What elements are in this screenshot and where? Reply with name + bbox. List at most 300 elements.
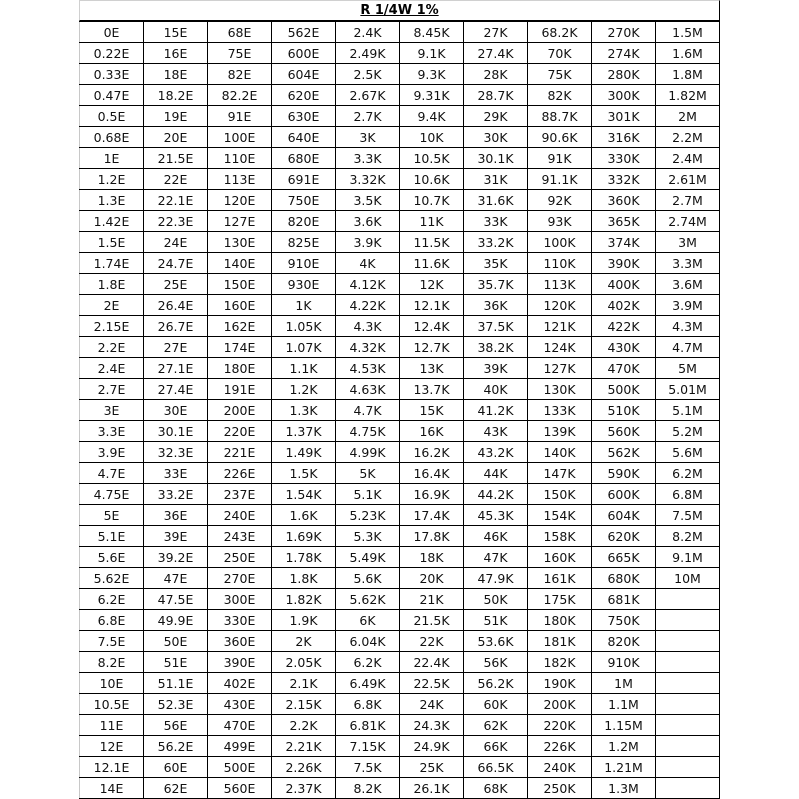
- resistor-value-cell: 240E: [208, 505, 272, 526]
- resistor-value-cell: 5.2M: [656, 421, 720, 442]
- resistor-value-cell: 4K: [336, 253, 400, 274]
- resistor-value-cell: 4.7E: [80, 463, 144, 484]
- resistor-value-cell: [656, 652, 720, 673]
- resistor-value-cell: 1.07K: [272, 337, 336, 358]
- resistor-value-cell: 1M: [592, 673, 656, 694]
- resistor-value-cell: 182K: [528, 652, 592, 673]
- resistor-value-cell: 16.9K: [400, 484, 464, 505]
- resistor-value-cell: 110E: [208, 148, 272, 169]
- resistor-value-cell: 1.1K: [272, 358, 336, 379]
- resistor-value-cell: 66.5K: [464, 757, 528, 778]
- resistor-value-cell: 56.2E: [144, 736, 208, 757]
- resistor-value-cell: 430K: [592, 337, 656, 358]
- resistor-value-cell: 6.2K: [336, 652, 400, 673]
- resistor-value-cell: 10E: [80, 673, 144, 694]
- table-body: [80, 22, 720, 799]
- resistor-value-cell: 4.63K: [336, 379, 400, 400]
- table-row: [80, 232, 720, 253]
- resistor-value-cell: 12.1K: [400, 295, 464, 316]
- resistor-value-cell: 133K: [528, 400, 592, 421]
- resistor-value-cell: 2.5K: [336, 64, 400, 85]
- sheet-title-row: [79, 0, 720, 21]
- resistor-value-cell: 0.22E: [80, 43, 144, 64]
- resistor-value-cell: 90.6K: [528, 127, 592, 148]
- table-row: [80, 736, 720, 757]
- resistor-value-cell: 2.37K: [272, 778, 336, 799]
- resistor-value-cell: 3.9K: [336, 232, 400, 253]
- resistor-value-cell: 22E: [144, 169, 208, 190]
- resistor-value-cell: 1.5K: [272, 463, 336, 484]
- resistor-value-cell: 910E: [272, 253, 336, 274]
- resistor-value-cell: 25E: [144, 274, 208, 295]
- resistor-value-cell: 11.5K: [400, 232, 464, 253]
- table-row: [80, 85, 720, 106]
- resistor-value-sheet: [79, 0, 720, 799]
- resistor-value-cell: 2.67K: [336, 85, 400, 106]
- resistor-value-cell: 191E: [208, 379, 272, 400]
- resistor-value-cell: 7.5E: [80, 631, 144, 652]
- resistor-value-cell: 750K: [592, 610, 656, 631]
- resistor-value-cell: 2.2M: [656, 127, 720, 148]
- resistor-value-cell: 39.2E: [144, 547, 208, 568]
- table-row: [80, 652, 720, 673]
- resistor-value-cell: 47E: [144, 568, 208, 589]
- table-row: [80, 715, 720, 736]
- resistor-value-cell: 2.74M: [656, 211, 720, 232]
- resistor-value-cell: 140E: [208, 253, 272, 274]
- resistor-value-cell: 2.49K: [336, 43, 400, 64]
- resistor-value-cell: 30K: [464, 127, 528, 148]
- resistor-value-cell: 50K: [464, 589, 528, 610]
- resistor-value-cell: 1.9K: [272, 610, 336, 631]
- resistor-value-cell: 50E: [144, 631, 208, 652]
- resistor-value-cell: 226K: [528, 736, 592, 757]
- resistor-value-cell: 93K: [528, 211, 592, 232]
- resistor-value-cell: 1.78K: [272, 547, 336, 568]
- resistor-value-cell: 12.7K: [400, 337, 464, 358]
- resistor-value-cell: 1.21M: [592, 757, 656, 778]
- resistor-value-cell: 510K: [592, 400, 656, 421]
- resistor-value-cell: 174E: [208, 337, 272, 358]
- resistor-value-cell: 11K: [400, 211, 464, 232]
- resistor-value-cell: 2M: [656, 106, 720, 127]
- table-row: [80, 169, 720, 190]
- resistor-value-cell: 560K: [592, 421, 656, 442]
- resistor-value-cell: 92K: [528, 190, 592, 211]
- table-row: [80, 43, 720, 64]
- resistor-value-cell: 66K: [464, 736, 528, 757]
- resistor-value-cell: 5.6E: [80, 547, 144, 568]
- resistor-value-cell: 180K: [528, 610, 592, 631]
- resistor-value-cell: 1.3M: [592, 778, 656, 799]
- resistor-value-cell: 8.45K: [400, 22, 464, 43]
- table-row: [80, 610, 720, 631]
- resistor-value-cell: 130E: [208, 232, 272, 253]
- resistor-value-cell: 60E: [144, 757, 208, 778]
- resistor-value-cell: 20K: [400, 568, 464, 589]
- resistor-value-cell: 2.7M: [656, 190, 720, 211]
- resistor-value-cell: 27.1E: [144, 358, 208, 379]
- resistor-value-cell: 402E: [208, 673, 272, 694]
- resistor-value-cell: 7.5M: [656, 505, 720, 526]
- resistor-value-cell: 175K: [528, 589, 592, 610]
- resistor-value-cell: 33K: [464, 211, 528, 232]
- resistor-value-cell: 1.2M: [592, 736, 656, 757]
- resistor-value-cell: 5E: [80, 505, 144, 526]
- resistor-value-cell: 14E: [80, 778, 144, 799]
- resistor-value-cell: [656, 589, 720, 610]
- resistor-value-cell: [656, 673, 720, 694]
- resistor-value-cell: 360K: [592, 190, 656, 211]
- resistor-value-cell: 5.6K: [336, 568, 400, 589]
- resistor-value-cell: 1K: [272, 295, 336, 316]
- resistor-value-cell: 1.42E: [80, 211, 144, 232]
- resistor-value-cell: 2.05K: [272, 652, 336, 673]
- resistor-value-cell: 40K: [464, 379, 528, 400]
- resistor-value-cell: 300E: [208, 589, 272, 610]
- resistor-value-cell: 3.9M: [656, 295, 720, 316]
- table-row: [80, 694, 720, 715]
- resistor-value-cell: 402K: [592, 295, 656, 316]
- resistor-value-cell: 200K: [528, 694, 592, 715]
- resistor-value-cell: 12K: [400, 274, 464, 295]
- resistor-value-cell: [656, 757, 720, 778]
- resistor-value-cell: 21.5K: [400, 610, 464, 631]
- resistor-value-cell: 15E: [144, 22, 208, 43]
- resistor-value-cell: [656, 631, 720, 652]
- resistor-value-cell: 1.15M: [592, 715, 656, 736]
- resistor-value-cell: 5.3K: [336, 526, 400, 547]
- resistor-value-cell: 12.1E: [80, 757, 144, 778]
- resistor-value-cell: 300K: [592, 85, 656, 106]
- resistor-value-cell: 6.2E: [80, 589, 144, 610]
- table-row: [80, 463, 720, 484]
- resistor-value-cell: 6K: [336, 610, 400, 631]
- resistor-value-cell: 88.7K: [528, 106, 592, 127]
- resistor-value-cell: [656, 694, 720, 715]
- resistor-value-cell: 43K: [464, 421, 528, 442]
- table-row: [80, 484, 720, 505]
- table-row: [80, 547, 720, 568]
- resistor-value-cell: 127E: [208, 211, 272, 232]
- resistor-value-cell: 1.5M: [656, 22, 720, 43]
- resistor-value-cell: 3.3E: [80, 421, 144, 442]
- resistor-value-cell: 1.37K: [272, 421, 336, 442]
- resistor-value-cell: 3E: [80, 400, 144, 421]
- resistor-value-cell: 47.5E: [144, 589, 208, 610]
- resistor-value-cell: 26.4E: [144, 295, 208, 316]
- resistor-value-cell: 180E: [208, 358, 272, 379]
- resistor-value-cell: 5.62K: [336, 589, 400, 610]
- table-row: [80, 589, 720, 610]
- resistor-value-cell: 691E: [272, 169, 336, 190]
- resistor-value-cell: 1.8K: [272, 568, 336, 589]
- resistor-value-cell: 680K: [592, 568, 656, 589]
- resistor-value-cell: 22.3E: [144, 211, 208, 232]
- resistor-value-cell: 3.3M: [656, 253, 720, 274]
- resistor-value-cell: 3K: [336, 127, 400, 148]
- resistor-value-cell: 390E: [208, 652, 272, 673]
- resistor-value-cell: 30.1E: [144, 421, 208, 442]
- resistor-value-cell: 0.68E: [80, 127, 144, 148]
- resistor-value-cell: 1.74E: [80, 253, 144, 274]
- resistor-value-cell: 630E: [272, 106, 336, 127]
- resistor-value-cell: 24K: [400, 694, 464, 715]
- resistor-value-cell: 10K: [400, 127, 464, 148]
- resistor-value-cell: [656, 610, 720, 631]
- resistor-value-cell: 2.61M: [656, 169, 720, 190]
- resistor-value-cell: 37.5K: [464, 316, 528, 337]
- resistor-value-cell: 221E: [208, 442, 272, 463]
- resistor-value-cell: 39K: [464, 358, 528, 379]
- resistor-value-cell: 4.75K: [336, 421, 400, 442]
- resistor-value-cell: 200E: [208, 400, 272, 421]
- resistor-value-cell: 12E: [80, 736, 144, 757]
- resistor-value-cell: 24.3K: [400, 715, 464, 736]
- resistor-value-cell: 2.4M: [656, 148, 720, 169]
- resistor-value-cell: 3.3K: [336, 148, 400, 169]
- table-row: [80, 337, 720, 358]
- table-row: [80, 631, 720, 652]
- resistor-value-cell: 13.7K: [400, 379, 464, 400]
- resistor-value-cell: 17.8K: [400, 526, 464, 547]
- resistor-value-cell: 75K: [528, 64, 592, 85]
- resistor-value-cell: 30.1K: [464, 148, 528, 169]
- resistor-value-cell: 24E: [144, 232, 208, 253]
- resistor-value-cell: 1.8M: [656, 64, 720, 85]
- resistor-value-cell: 18K: [400, 547, 464, 568]
- resistor-value-cell: 75E: [208, 43, 272, 64]
- resistor-value-cell: 33.2E: [144, 484, 208, 505]
- resistor-value-cell: 10M: [656, 568, 720, 589]
- resistor-value-cell: 35K: [464, 253, 528, 274]
- resistor-value-cell: 681K: [592, 589, 656, 610]
- resistor-value-cell: 6.8K: [336, 694, 400, 715]
- resistor-value-cell: 5.01M: [656, 379, 720, 400]
- resistor-value-cell: 113E: [208, 169, 272, 190]
- resistor-value-cell: 51E: [144, 652, 208, 673]
- resistor-values-table: [79, 21, 720, 799]
- resistor-value-cell: 0E: [80, 22, 144, 43]
- resistor-value-cell: 68E: [208, 22, 272, 43]
- resistor-value-cell: 2.15E: [80, 316, 144, 337]
- resistor-value-cell: [656, 736, 720, 757]
- resistor-value-cell: 51K: [464, 610, 528, 631]
- resistor-value-cell: 29K: [464, 106, 528, 127]
- resistor-value-cell: 2.26K: [272, 757, 336, 778]
- resistor-value-cell: 147K: [528, 463, 592, 484]
- resistor-value-cell: 154K: [528, 505, 592, 526]
- resistor-value-cell: 12.4K: [400, 316, 464, 337]
- resistor-value-cell: 31K: [464, 169, 528, 190]
- table-row: [80, 106, 720, 127]
- resistor-value-cell: 237E: [208, 484, 272, 505]
- resistor-value-cell: 365K: [592, 211, 656, 232]
- resistor-value-cell: 4.75E: [80, 484, 144, 505]
- resistor-value-cell: 243E: [208, 526, 272, 547]
- resistor-value-cell: 27E: [144, 337, 208, 358]
- table-row: [80, 211, 720, 232]
- resistor-value-cell: 560E: [208, 778, 272, 799]
- resistor-value-cell: 36K: [464, 295, 528, 316]
- resistor-value-cell: 4.32K: [336, 337, 400, 358]
- resistor-value-cell: 16E: [144, 43, 208, 64]
- table-row: [80, 148, 720, 169]
- resistor-value-cell: 400K: [592, 274, 656, 295]
- resistor-value-cell: 33.2K: [464, 232, 528, 253]
- resistor-value-cell: 62E: [144, 778, 208, 799]
- resistor-value-cell: 1.2E: [80, 169, 144, 190]
- resistor-value-cell: 590K: [592, 463, 656, 484]
- resistor-value-cell: 19E: [144, 106, 208, 127]
- resistor-value-cell: 1.05K: [272, 316, 336, 337]
- resistor-value-cell: 113K: [528, 274, 592, 295]
- resistor-value-cell: 27.4E: [144, 379, 208, 400]
- resistor-value-cell: 190K: [528, 673, 592, 694]
- resistor-value-cell: [656, 778, 720, 799]
- resistor-value-cell: 4.3M: [656, 316, 720, 337]
- resistor-value-cell: 1.1M: [592, 694, 656, 715]
- resistor-value-cell: 150E: [208, 274, 272, 295]
- table-row: [80, 778, 720, 799]
- resistor-value-cell: 150K: [528, 484, 592, 505]
- resistor-value-cell: 8.2E: [80, 652, 144, 673]
- resistor-value-cell: 2.21K: [272, 736, 336, 757]
- resistor-value-cell: 240K: [528, 757, 592, 778]
- table-row: [80, 421, 720, 442]
- resistor-value-cell: 2.4E: [80, 358, 144, 379]
- resistor-value-cell: 16.4K: [400, 463, 464, 484]
- table-row: [80, 442, 720, 463]
- resistor-value-cell: 9.3K: [400, 64, 464, 85]
- resistor-value-cell: 27K: [464, 22, 528, 43]
- resistor-value-cell: 500K: [592, 379, 656, 400]
- resistor-value-cell: 3M: [656, 232, 720, 253]
- resistor-value-cell: 16K: [400, 421, 464, 442]
- resistor-value-cell: 8.2M: [656, 526, 720, 547]
- table-row: [80, 526, 720, 547]
- resistor-value-cell: 6.81K: [336, 715, 400, 736]
- resistor-value-cell: 620E: [272, 85, 336, 106]
- resistor-value-cell: 6.8M: [656, 484, 720, 505]
- resistor-value-cell: 21K: [400, 589, 464, 610]
- resistor-value-cell: 5.1K: [336, 484, 400, 505]
- resistor-value-cell: 5.62E: [80, 568, 144, 589]
- resistor-value-cell: 6.04K: [336, 631, 400, 652]
- resistor-value-cell: 280K: [592, 64, 656, 85]
- resistor-value-cell: 27.4K: [464, 43, 528, 64]
- resistor-value-cell: 120E: [208, 190, 272, 211]
- resistor-value-cell: 5.49K: [336, 547, 400, 568]
- resistor-value-cell: 1.3E: [80, 190, 144, 211]
- resistor-value-cell: 56K: [464, 652, 528, 673]
- resistor-value-cell: 17.4K: [400, 505, 464, 526]
- table-row: [80, 22, 720, 43]
- resistor-value-cell: 9.4K: [400, 106, 464, 127]
- resistor-value-cell: 56.2K: [464, 673, 528, 694]
- resistor-value-cell: 270K: [592, 22, 656, 43]
- sheet-title: R 1/4W 1%: [360, 3, 439, 18]
- resistor-value-cell: 24.7E: [144, 253, 208, 274]
- table-row: [80, 253, 720, 274]
- resistor-value-cell: 5.6M: [656, 442, 720, 463]
- resistor-value-cell: 10.5K: [400, 148, 464, 169]
- resistor-value-cell: 16.2K: [400, 442, 464, 463]
- resistor-value-cell: 30E: [144, 400, 208, 421]
- resistor-value-cell: 120K: [528, 295, 592, 316]
- resistor-value-cell: 499E: [208, 736, 272, 757]
- resistor-value-cell: 2E: [80, 295, 144, 316]
- resistor-value-cell: 330K: [592, 148, 656, 169]
- resistor-value-cell: 2.1K: [272, 673, 336, 694]
- resistor-value-cell: 604E: [272, 64, 336, 85]
- resistor-value-cell: 274K: [592, 43, 656, 64]
- resistor-value-cell: 750E: [272, 190, 336, 211]
- table-row: [80, 295, 720, 316]
- resistor-value-cell: 82K: [528, 85, 592, 106]
- resistor-value-cell: 562E: [272, 22, 336, 43]
- resistor-value-cell: 1.82M: [656, 85, 720, 106]
- table-row: [80, 316, 720, 337]
- resistor-value-cell: 2.7E: [80, 379, 144, 400]
- resistor-value-cell: 91.1K: [528, 169, 592, 190]
- resistor-value-cell: 45.3K: [464, 505, 528, 526]
- resistor-value-cell: 10.5E: [80, 694, 144, 715]
- resistor-value-cell: 47.9K: [464, 568, 528, 589]
- resistor-value-cell: 390K: [592, 253, 656, 274]
- resistor-value-cell: 820E: [272, 211, 336, 232]
- resistor-value-cell: 640E: [272, 127, 336, 148]
- resistor-value-cell: 0.47E: [80, 85, 144, 106]
- resistor-value-cell: 9.31K: [400, 85, 464, 106]
- resistor-value-cell: 68K: [464, 778, 528, 799]
- resistor-value-cell: 3.9E: [80, 442, 144, 463]
- resistor-value-cell: 226E: [208, 463, 272, 484]
- resistor-value-cell: 3.5K: [336, 190, 400, 211]
- resistor-value-cell: 6.8E: [80, 610, 144, 631]
- resistor-value-cell: 38.2K: [464, 337, 528, 358]
- table-row: [80, 568, 720, 589]
- table-row: [80, 190, 720, 211]
- table-row: [80, 505, 720, 526]
- resistor-value-cell: 139K: [528, 421, 592, 442]
- table-row: [80, 673, 720, 694]
- resistor-value-cell: 49.9E: [144, 610, 208, 631]
- resistor-value-cell: 22.5K: [400, 673, 464, 694]
- resistor-value-cell: 600K: [592, 484, 656, 505]
- resistor-value-cell: [656, 715, 720, 736]
- resistor-value-cell: 11E: [80, 715, 144, 736]
- resistor-value-cell: 124K: [528, 337, 592, 358]
- resistor-value-cell: 1.69K: [272, 526, 336, 547]
- resistor-value-cell: 5.1M: [656, 400, 720, 421]
- table-row: [80, 127, 720, 148]
- resistor-value-cell: 5K: [336, 463, 400, 484]
- resistor-value-cell: 6.49K: [336, 673, 400, 694]
- resistor-value-cell: 680E: [272, 148, 336, 169]
- resistor-value-cell: 25K: [400, 757, 464, 778]
- resistor-value-cell: 121K: [528, 316, 592, 337]
- resistor-value-cell: 20E: [144, 127, 208, 148]
- resistor-value-cell: 220K: [528, 715, 592, 736]
- resistor-value-cell: 62K: [464, 715, 528, 736]
- table-row: [80, 358, 720, 379]
- resistor-value-cell: 47K: [464, 547, 528, 568]
- resistor-value-cell: 2.7K: [336, 106, 400, 127]
- resistor-value-cell: 500E: [208, 757, 272, 778]
- resistor-value-cell: 44.2K: [464, 484, 528, 505]
- resistor-value-cell: 22.4K: [400, 652, 464, 673]
